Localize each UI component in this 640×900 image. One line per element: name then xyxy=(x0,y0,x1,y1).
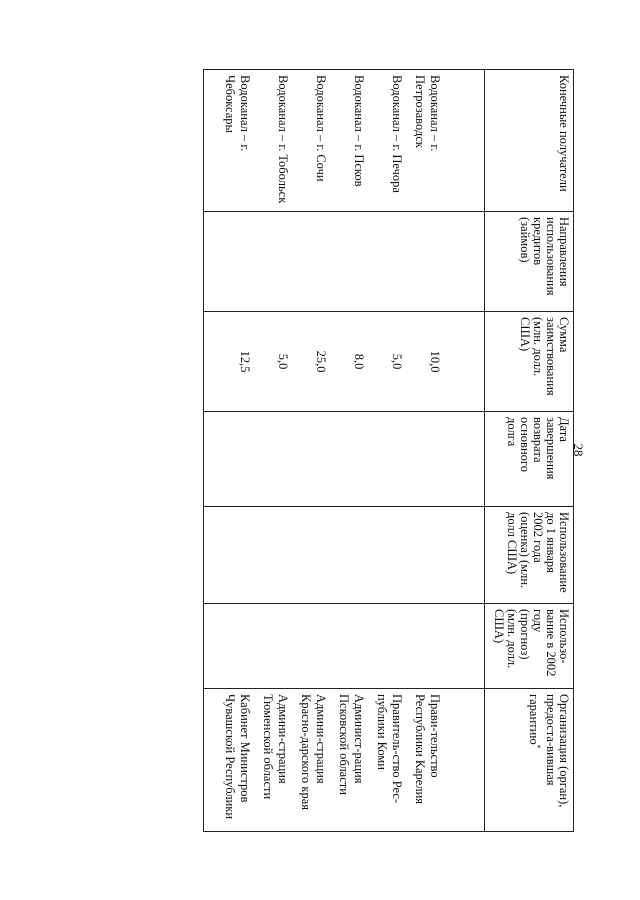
cell-repayment-date xyxy=(290,412,328,507)
cell-use-in-2002 xyxy=(404,604,442,689)
cell-use-until-2002 xyxy=(366,507,404,604)
cell-repayment-date xyxy=(366,412,404,507)
cell-use-until-2002 xyxy=(214,507,252,604)
cell-use-until-2002 xyxy=(290,507,328,604)
table-row xyxy=(404,70,442,832)
cell-use-in-2002 xyxy=(290,604,328,689)
cell-use-until-2002 xyxy=(404,507,442,604)
cell-direction xyxy=(366,212,404,312)
table-row xyxy=(214,70,252,832)
table-row xyxy=(252,70,290,832)
cell-direction xyxy=(290,212,328,312)
cell-use-in-2002 xyxy=(252,604,290,689)
cell-recipient: Водоканал – г. Сочи xyxy=(290,70,328,212)
page-number: 28 xyxy=(571,443,586,457)
cell-use-until-2002 xyxy=(328,507,366,604)
cell-recipient: Водоканал – г. Псков xyxy=(328,70,366,212)
header-guarantor xyxy=(485,689,574,832)
cell-amount: 12,5 xyxy=(214,312,252,412)
cell-amount: 5,0 xyxy=(366,312,404,412)
cell-repayment-date xyxy=(214,412,252,507)
rotated-table-container xyxy=(56,69,574,831)
cell-direction xyxy=(214,212,252,312)
cell-guarantor: Кабинет Министров Чувашской Республики xyxy=(214,689,252,832)
cell-use-in-2002 xyxy=(328,604,366,689)
loans-table xyxy=(203,69,574,832)
cell-amount: 5,0 xyxy=(252,312,290,412)
header-guarantor-text: Организация (орган), предоста-вившая гарантию xyxy=(526,694,571,808)
cell-guarantor: Правитель-ство Рес-публики Коми xyxy=(366,689,404,832)
header-repayment-date: Дата завершения возврата основного долга xyxy=(485,412,574,507)
cell-direction xyxy=(328,212,366,312)
table-row xyxy=(366,70,404,832)
cell-amount: 25,0 xyxy=(290,312,328,412)
cell-guarantor: Админист-рация Псковской области xyxy=(328,689,366,832)
header-use-in-2002: Использо-вание в 2002 году (прогноз) (млн. долл. США) xyxy=(485,604,574,689)
cell-recipient: Водоканал – г. Тобольск xyxy=(252,70,290,212)
header-recipients: Конечные получатели xyxy=(485,70,574,212)
cell-repayment-date xyxy=(252,412,290,507)
table-header-row xyxy=(485,70,574,832)
footnote-mark: * xyxy=(533,744,542,749)
cell-guarantor: Админи-страция Красно-дарского края xyxy=(290,689,328,832)
cell-repayment-date xyxy=(328,412,366,507)
table-row xyxy=(290,70,328,832)
header-directions: Направления использования кредитов (займов) xyxy=(485,212,574,312)
cell-direction xyxy=(252,212,290,312)
cell-recipient: Водоканал – г. Петрозаводск xyxy=(404,70,442,212)
cell-use-until-2002 xyxy=(252,507,290,604)
cell-recipient: Водоканал – г. Чебоксары xyxy=(214,70,252,212)
table-row xyxy=(328,70,366,832)
cell-amount: 10,0 xyxy=(404,312,442,412)
cell-guarantor: Админи-страция Тюменской области xyxy=(252,689,290,832)
cell-use-in-2002 xyxy=(366,604,404,689)
header-use-until-2002: Использование до 1 января 2002 года (оценка) (млн. долл США) xyxy=(485,507,574,604)
cell-amount: 8,0 xyxy=(328,312,366,412)
cell-guarantor: Прави-тельство Республики Карелия xyxy=(404,689,442,832)
cell-repayment-date xyxy=(404,412,442,507)
cell-use-in-2002 xyxy=(214,604,252,689)
header-amount: Сумма заимствования (млн. долл. США) xyxy=(485,312,574,412)
cell-recipient: Водоканал – г. Печора xyxy=(366,70,404,212)
cell-direction xyxy=(404,212,442,312)
